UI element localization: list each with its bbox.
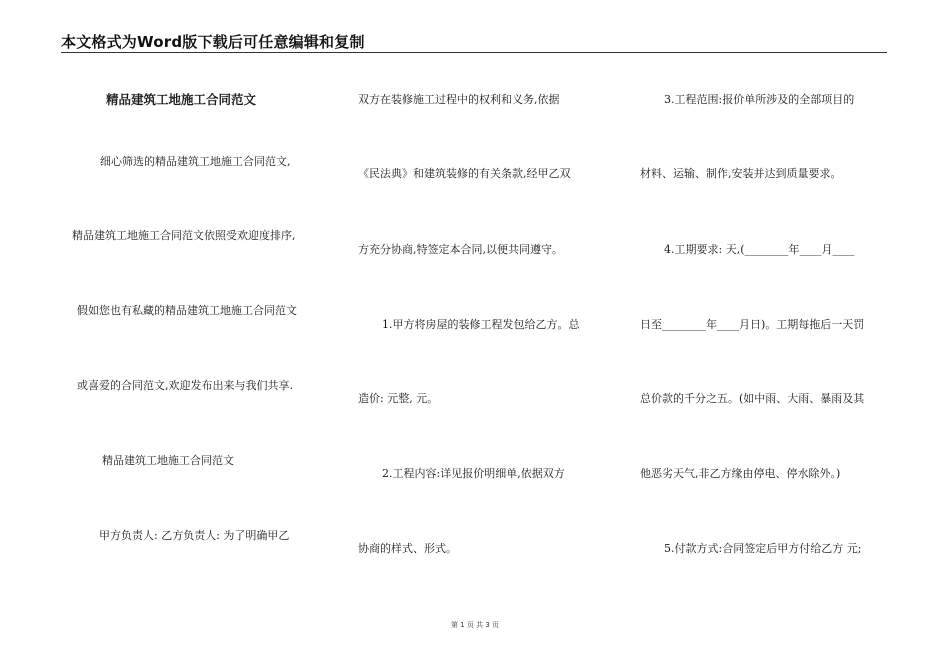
paragraph-line: 《民法典》和建筑装修的有关条款,经甲乙双 xyxy=(358,167,571,180)
paragraph-line: 总价款的千分之五。(如中雨、大雨、暴雨及其 xyxy=(640,392,865,405)
clause-3: 3.工程范围:报价单所涉及的全部项目的 xyxy=(664,93,855,106)
clause-4: 4.工期要求: 天,(________年____月____ xyxy=(664,243,855,256)
clause-2: 2.工程内容:详见报价明细单,依据双方 xyxy=(382,467,565,480)
paragraph-line: 双方在装修施工过程中的权利和义务,依据 xyxy=(358,93,560,106)
paragraph-line: 方充分协商,特签定本合同,以便共同遵守。 xyxy=(358,243,563,256)
paragraph-line: 造价: 元整, 元。 xyxy=(358,392,439,405)
paragraph-line: 甲方负责人: 乙方负责人: 为了明确甲乙 xyxy=(99,529,290,542)
paragraph-line: 或喜爱的合同范文,欢迎发布出来与我们共享. xyxy=(77,379,293,392)
clause-5: 5.付款方式:合同签定后甲方付给乙方 元; xyxy=(664,542,862,555)
section-heading: 精品建筑工地施工合同范文 xyxy=(102,454,234,467)
page-number: 第 1 页 共 3 页 xyxy=(450,621,500,629)
paragraph-line: 细心筛选的精品建筑工地施工合同范文, xyxy=(100,155,291,168)
column-middle xyxy=(356,0,606,672)
paragraph-line: 协商的样式、形式。 xyxy=(358,542,457,555)
clause-1: 1.甲方将房屋的装修工程发包给乙方。总 xyxy=(382,318,580,331)
paragraph-line: 假如您也有私藏的精品建筑工地施工合同范文 xyxy=(77,304,297,317)
paragraph-line: 他恶劣天气,非乙方缘由停电、停水除外。) xyxy=(640,467,841,480)
column-left xyxy=(72,0,330,672)
paragraph-line: 日至________年____月日)。工期每拖后一天罚 xyxy=(640,318,865,331)
paragraph-line: 精品建筑工地施工合同范文依照受欢迎度排序, xyxy=(72,229,296,242)
document-title: 精品建筑工地施工合同范文 xyxy=(106,92,257,107)
column-right xyxy=(638,0,884,672)
paragraph-line: 材料、运输、制作,安装并达到质量要求。 xyxy=(640,167,842,180)
document-banner: 本文格式为Word版下载后可任意编辑和复制 xyxy=(61,33,365,51)
